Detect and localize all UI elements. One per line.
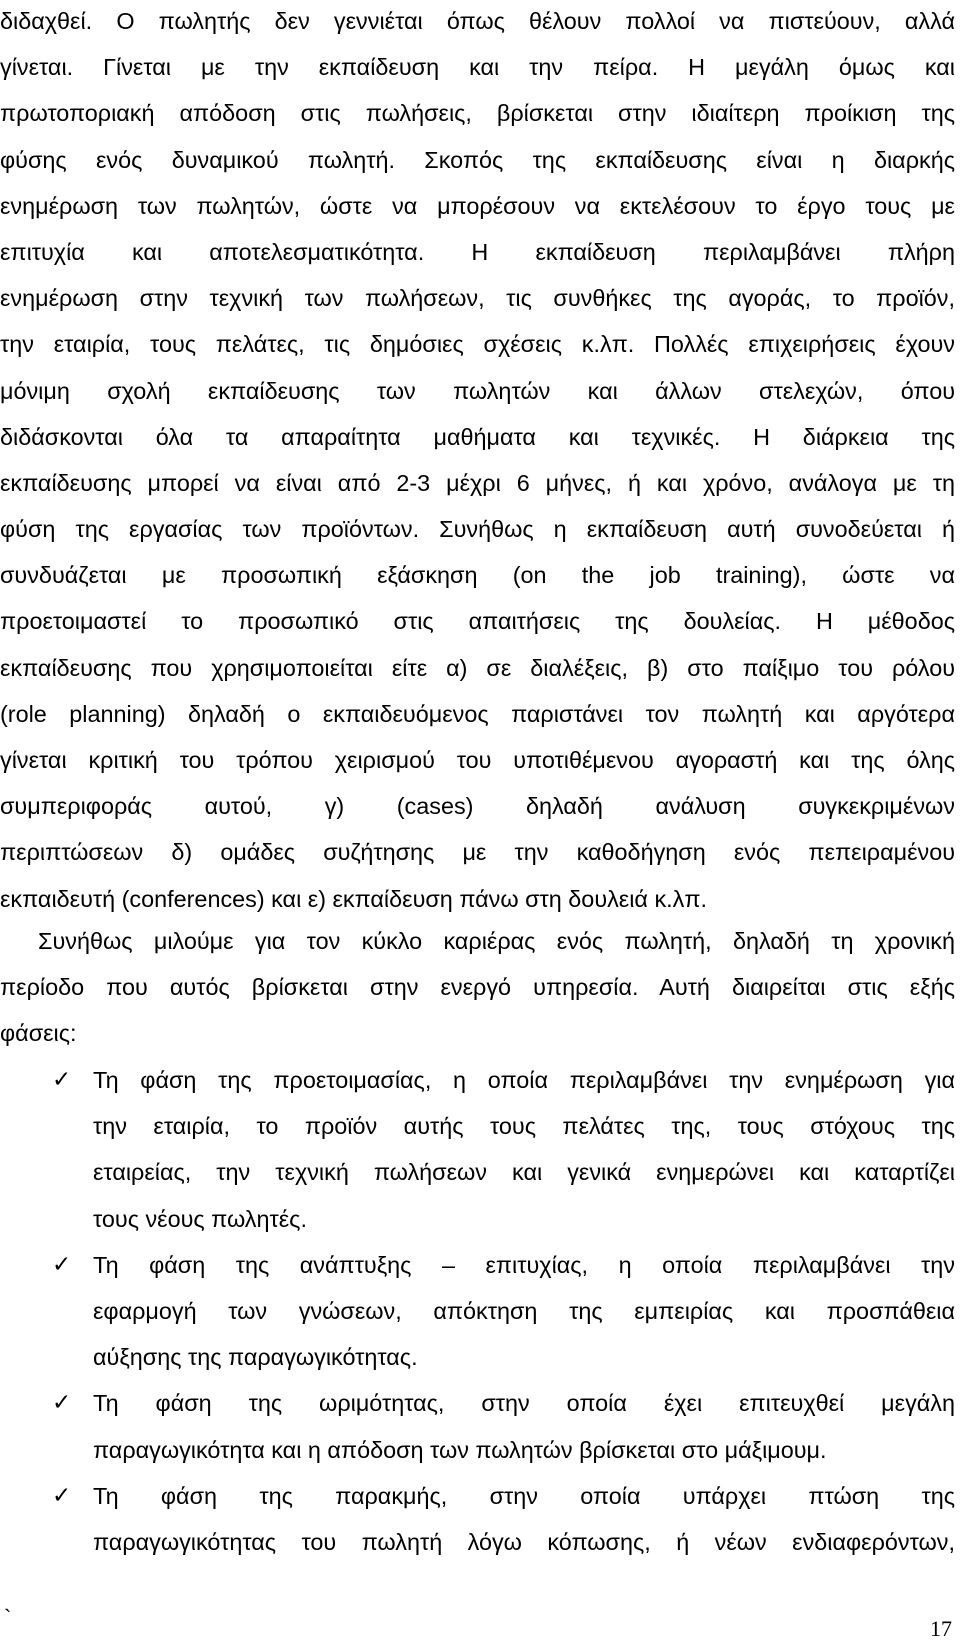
checkmark-icon: ✓ — [52, 1390, 72, 1417]
text-line: διδαχθεί. Ο πωλητής δεν γεννιέται όπως θέλουν πολλοί να πιστεύουν, αλλά — [0, 8, 955, 34]
text-line: Τη φάση της παρακμής, στην οποία υπάρχει πτώση της — [93, 1482, 955, 1509]
checkmark-icon: ✓ — [52, 1482, 72, 1509]
text-line: Τη φάση της ωριμότητας, στην οποία έχει επιτευχθεί μεγάλη — [93, 1390, 955, 1417]
text-line: περιπτώσεων δ) ομάδες συζήτησης με την καθοδήγηση ενός πεπειραμένου — [0, 839, 955, 866]
text-line: ενημέρωση των πωλητών, ώστε να μπορέσουν να εκτελέσουν το έργο τους με — [0, 192, 955, 219]
text-line: την εταιρία, το προϊόν αυτής τους πελάτες της, τους στόχους της — [93, 1113, 955, 1140]
text-line: Τη φάση της προετοιμασίας, η οποία περιλαμβάνει την ενημέρωση για — [93, 1067, 955, 1093]
page-number: 17 — [930, 1616, 952, 1641]
text-line: γίνεται. Γίνεται με την εκπαίδευση και την πείρα. Η μεγάλη όμως και — [0, 54, 955, 81]
text-line: περίοδο που αυτός βρίσκεται στην ενεργό υπηρεσία. Αυτή διαιρείται στις εξής — [0, 974, 955, 1001]
checkmark-icon: ✓ — [52, 1251, 72, 1278]
text-line: παραγωγικότητας του πωλητή λόγω κόπωσης, ή νέων ενδιαφερόντων, — [93, 1528, 955, 1555]
text-line: ενημέρωση στην τεχνική των πωλήσεων, τις συνθήκες της αγοράς, το προϊόν, — [0, 285, 955, 312]
text-line: επιτυχία και αποτελεσματικότητα. Η εκπαίδευση περιλαμβάνει πλήρη — [0, 238, 955, 265]
text-line: συμπεριφοράς αυτού, γ) (cases) δηλαδή ανάλυση συγκεκριμένων — [0, 793, 955, 820]
text-line: εταιρείας, την τεχνική πωλήσεων και γενικά ενημερώνει και καταρτίζει — [93, 1159, 955, 1186]
text-line: γίνεται κριτική του τρόπου χειρισμού του υποτιθέμενου αγοραστή και της όλης — [0, 747, 955, 773]
list-item-maturity-phase — [0, 1380, 955, 1472]
text-line: εκπαιδευτή (conferences) και ε) εκπαίδευση πάνω στη δουλειά κ.λπ. — [0, 885, 707, 912]
list-item-decline-phase — [0, 1473, 955, 1565]
checkmark-icon: ✓ — [52, 1067, 72, 1093]
paragraph-career-cycle — [0, 918, 955, 1057]
text-line: πρωτοποριακή απόδοση στις πωλήσεις, βρίσκεται στην ιδιαίτερη προίκιση της — [0, 100, 955, 127]
text-line: εκπαίδευσης που χρησιμοποιείται είτε α) σε διαλέξεις, β) στο παίξιμο του ρόλου — [0, 654, 955, 681]
text-line: τους νέους πωλητές. — [93, 1205, 307, 1232]
text-line: Συνήθως μιλούμε για τον κύκλο καριέρας ενός πωλητή, δηλαδή τη χρονική — [38, 928, 955, 954]
text-line: μόνιμη σχολή εκπαίδευσης των πωλητών και άλλων στελεχών, όπου — [0, 377, 955, 404]
list-item-growth-phase — [0, 1242, 955, 1381]
text-line: φύση της εργασίας των προϊόντων. Συνήθως η εκπαίδευση αυτή συνοδεύεται ή — [0, 516, 955, 543]
text-line: Τη φάση της ανάπτυξης – επιτυχίας, η οποία περιλαμβάνει την — [93, 1251, 955, 1278]
text-line: εφαρμογή των γνώσεων, απόκτηση της εμπειρίας και προσπάθεια — [93, 1297, 955, 1324]
text-line: αύξησης της παραγωγικότητας. — [93, 1344, 418, 1371]
text-line: προετοιμαστεί το προσωπικό στις απαιτήσεις της δουλείας. Η μέθοδος — [0, 608, 955, 635]
career-phases-list — [0, 1057, 955, 1565]
text-line: φάσεις: — [0, 1020, 77, 1047]
footer-mark: ` — [4, 1605, 12, 1630]
text-line: συνδυάζεται με προσωπική εξάσκηση (on the job training), ώστε να — [0, 562, 955, 589]
list-item-preparation-phase — [0, 1057, 955, 1242]
text-line: παραγωγικότητα και η απόδοση των πωλητών βρίσκεται στο μάξιμουμ. — [93, 1436, 827, 1463]
text-line: την εταιρία, τους πελάτες, τις δημόσιες σχέσεις κ.λπ. Πολλές επιχειρήσεις έχουν — [0, 331, 955, 358]
text-line: (role planning) δηλαδή ο εκπαιδευόμενος παριστάνει τον πωλητή και αργότερα — [0, 700, 955, 727]
text-line: εκπαίδευσης μπορεί να είναι από 2-3 μέχρι 6 μήνες, ή και χρόνο, ανάλογα με τη — [0, 469, 955, 496]
text-line: διδάσκονται όλα τα απαραίτητα μαθήματα και τεχνικές. Η διάρκεια της — [0, 423, 955, 450]
text-line: φύσης ενός δυναμικού πωλητή. Σκοπός της εκπαίδευσης είναι η διαρκής — [0, 146, 955, 173]
